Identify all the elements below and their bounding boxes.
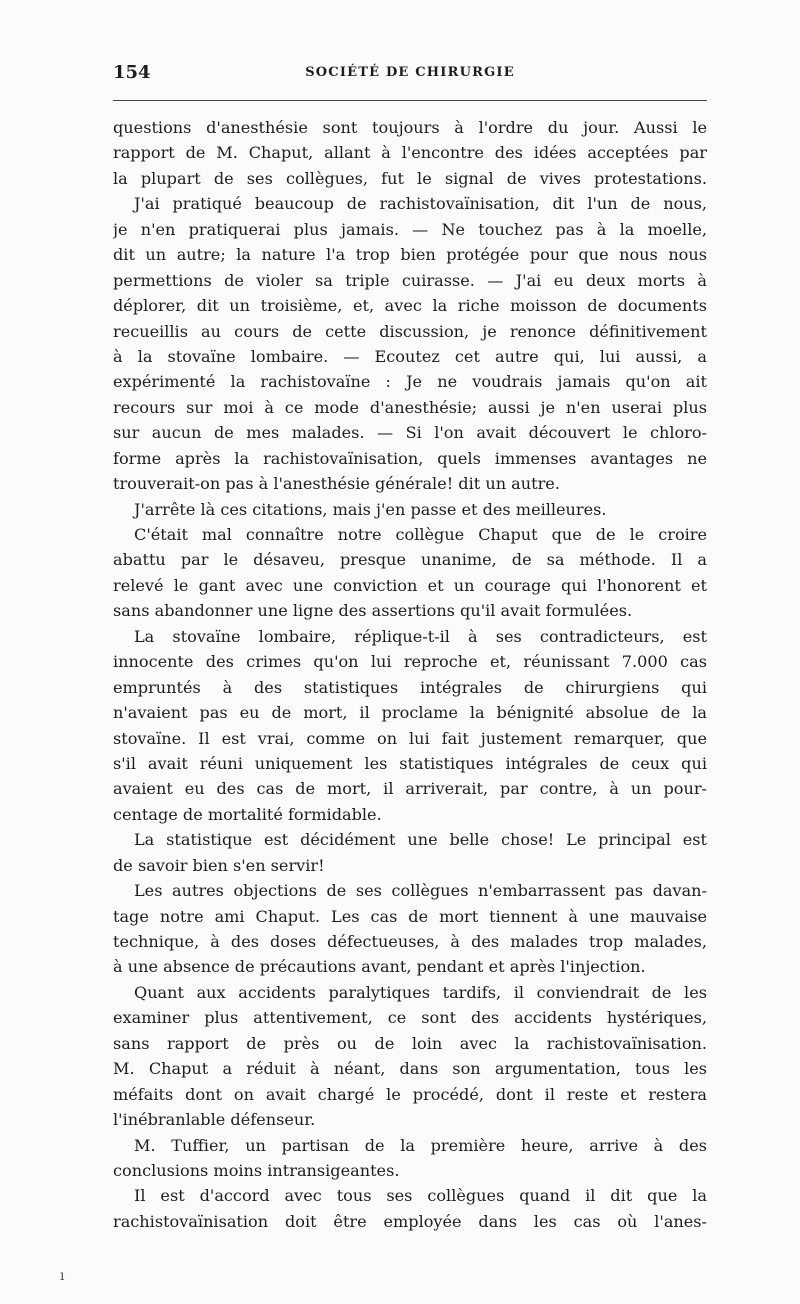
text-line: permettions de violer sa triple cuirasse. — J'ai eu deux morts à bbox=[113, 270, 707, 290]
text-line: conclusions moins intransigeantes. bbox=[113, 1160, 400, 1180]
page-number: 154 bbox=[113, 62, 151, 83]
text-line: abattu par le désaveu, presque unanime, de sa méthode. Il a bbox=[113, 550, 707, 570]
text-line: rapport de M. Chaput, allant à l'encontre des idées acceptées par bbox=[113, 143, 707, 163]
text-line: Les autres objections de ses collègues n'embarrassent pas davan- bbox=[134, 881, 707, 901]
book-page bbox=[113, 0, 707, 1304]
text-line: technique, à des doses défectueuses, à des malades trop malades, bbox=[113, 932, 707, 951]
text-line: déplorer, dit un troisième, et, avec la riche moisson de documents bbox=[113, 296, 707, 316]
text-line: innocente des crimes qu'on lui reproche et, réunissant 7.000 cas bbox=[113, 652, 707, 672]
text-line: avaient eu des cas de mort, il arriverait, par contre, à un pour- bbox=[113, 779, 707, 799]
text-line: la plupart de ses collègues, fut le signal de vives protestations. bbox=[113, 168, 707, 188]
text-line: forme après la rachistovaïnisation, quels immenses avantages ne bbox=[113, 448, 707, 468]
text-line: recueillis au cours de cette discussion, je renonce définitivement bbox=[113, 321, 707, 341]
text-line: La stovaïne lombaire, réplique-t-il à ses contradicteurs, est bbox=[134, 626, 707, 646]
text-line: à une absence de précautions avant, pendant et après l'injection. bbox=[113, 957, 646, 977]
text-line: expérimenté la rachistovaïne : Je ne voudrais jamais qu'on ait bbox=[113, 372, 707, 392]
text-line: de savoir bien s'en servir! bbox=[113, 855, 325, 875]
text-line: La statistique est décidément une belle chose! Le principal est bbox=[134, 830, 707, 850]
text-line: dit un autre; la nature l'a trop bien protégée pour que nous nous bbox=[113, 245, 707, 265]
text-line: tage notre ami Chaput. Les cas de mort tiennent à une mauvaise bbox=[113, 906, 707, 926]
text-line: relevé le gant avec une conviction et un courage qui l'honorent et bbox=[113, 575, 707, 595]
text-line: empruntés à des statistiques intégrales de chirurgiens qui bbox=[113, 677, 707, 697]
text-line: J'arrête là ces citations, mais j'en passe et des meilleures. bbox=[134, 499, 607, 519]
header-rule bbox=[113, 100, 707, 101]
text-line: stovaïne. Il est vrai, comme on lui fait justement remarquer, que bbox=[113, 728, 707, 748]
text-line: examiner plus attentivement, ce sont des accidents hystériques, bbox=[113, 1008, 707, 1028]
text-line: sans abandonner une ligne des assertions qu'il avait formulées. bbox=[113, 601, 633, 621]
text-line: centage de mortalité formidable. bbox=[113, 804, 382, 824]
text-line: je n'en pratiquerai plus jamais. — Ne touchez pas à la moelle, bbox=[113, 219, 707, 239]
running-title: SOCIÉTÉ DE CHIRURGIE bbox=[305, 65, 515, 80]
text-line: M. Chaput a réduit à néant, dans son argumentation, tous les bbox=[113, 1059, 707, 1079]
text-line: sur aucun de mes malades. — Si l'on avait découvert le chloro- bbox=[113, 423, 707, 443]
margin-mark: ı bbox=[60, 1268, 65, 1284]
running-head bbox=[113, 62, 707, 86]
text-line: sans rapport de près ou de loin avec la rachistovaïnisation. bbox=[113, 1033, 707, 1053]
text-line: Quant aux accidents paralytiques tardifs, il conviendrait de les bbox=[134, 982, 707, 1002]
body-text bbox=[113, 115, 707, 1234]
text-line: méfaits dont on avait chargé le procédé, dont il reste et restera bbox=[113, 1084, 707, 1104]
text-line: Il est d'accord avec tous ses collègues quand il dit que la bbox=[134, 1186, 707, 1206]
text-line: trouverait-on pas à l'anesthésie générale! dit un autre. bbox=[113, 474, 560, 494]
text-line: rachistovaïnisation doit être employée dans les cas où l'anes- bbox=[113, 1211, 707, 1231]
text-line: n'avaient pas eu de mort, il proclame la bénignité absolue de la bbox=[113, 703, 707, 723]
text-line: l'inébranlable défenseur. bbox=[113, 1110, 316, 1130]
text-line: questions d'anesthésie sont toujours à l'ordre du jour. Aussi le bbox=[113, 118, 707, 137]
text-line: M. Tuffier, un partisan de la première heure, arrive à des bbox=[134, 1135, 707, 1155]
text-line: C'était mal connaître notre collègue Chaput que de le croire bbox=[134, 525, 707, 544]
text-line: à la stovaïne lombaire. — Ecoutez cet autre qui, lui aussi, a bbox=[113, 346, 707, 366]
text-line: J'ai pratiqué beaucoup de rachistovaïnisation, dit l'un de nous, bbox=[134, 194, 707, 214]
text-line: s'il avait réuni uniquement les statistiques intégrales de ceux qui bbox=[113, 753, 707, 773]
text-line: recours sur moi à ce mode d'anesthésie; aussi je n'en userai plus bbox=[113, 397, 707, 417]
